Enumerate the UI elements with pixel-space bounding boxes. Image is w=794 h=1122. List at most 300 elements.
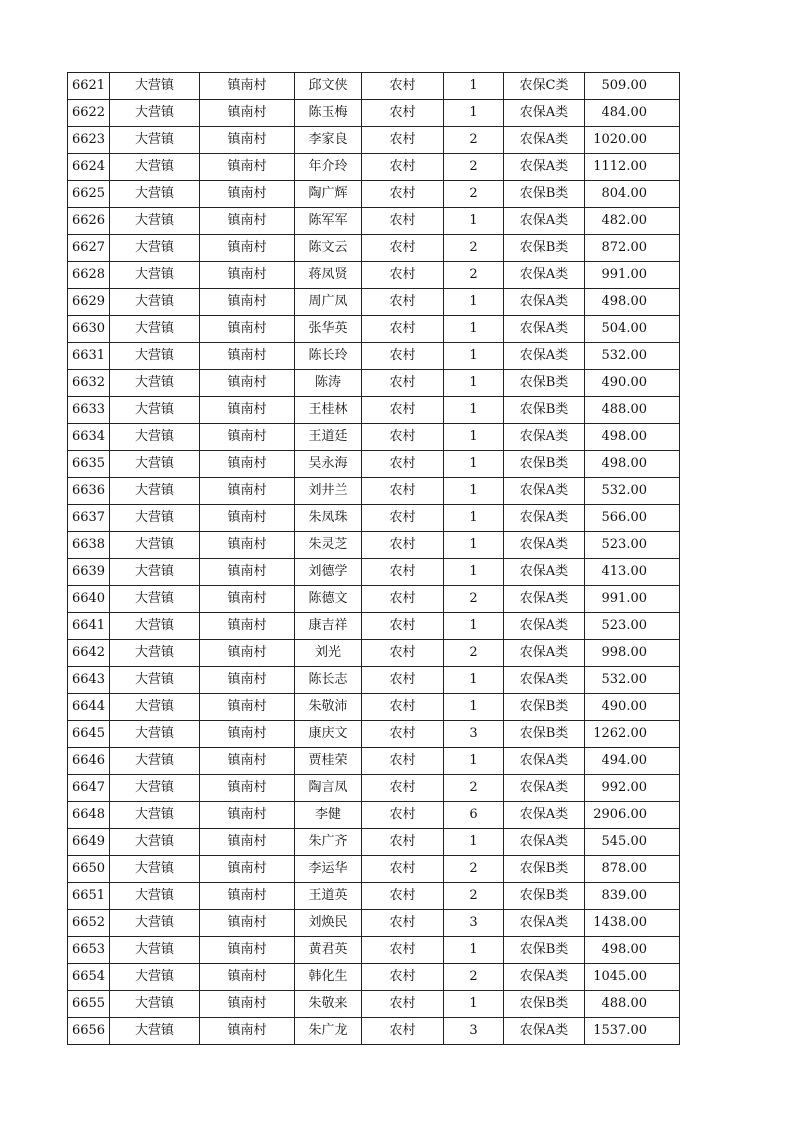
village-cell: 镇南村 (200, 748, 295, 775)
category-cell: 农保B类 (504, 991, 585, 1018)
serial-cell: 6632 (68, 370, 110, 397)
table-row (68, 748, 680, 775)
table-row (68, 694, 680, 721)
serial-cell: 6642 (68, 640, 110, 667)
serial-cell: 6650 (68, 856, 110, 883)
village-cell: 镇南村 (200, 937, 295, 964)
town-cell: 大营镇 (110, 937, 200, 964)
village-cell: 镇南村 (200, 883, 295, 910)
count-cell: 1 (444, 73, 504, 100)
village-cell: 镇南村 (200, 316, 295, 343)
table-row (68, 991, 680, 1018)
document-sheet (67, 72, 679, 1045)
amount-cell: 566.00 (585, 505, 680, 532)
count-cell: 2 (444, 856, 504, 883)
type-cell: 农村 (362, 883, 444, 910)
town-cell: 大营镇 (110, 73, 200, 100)
village-cell: 镇南村 (200, 154, 295, 181)
count-cell: 1 (444, 370, 504, 397)
type-cell: 农村 (362, 586, 444, 613)
type-cell: 农村 (362, 73, 444, 100)
amount-cell: 1112.00 (585, 154, 680, 181)
category-cell: 农保B类 (504, 235, 585, 262)
table-row (68, 856, 680, 883)
amount-cell: 991.00 (585, 262, 680, 289)
type-cell: 农村 (362, 856, 444, 883)
amount-cell: 532.00 (585, 478, 680, 505)
category-cell: 农保A类 (504, 289, 585, 316)
category-cell: 农保B类 (504, 181, 585, 208)
serial-cell: 6630 (68, 316, 110, 343)
type-cell: 农村 (362, 316, 444, 343)
category-cell: 农保A类 (504, 316, 585, 343)
table-row (68, 100, 680, 127)
table-body (68, 73, 680, 1045)
count-cell: 2 (444, 262, 504, 289)
count-cell: 1 (444, 505, 504, 532)
amount-cell: 878.00 (585, 856, 680, 883)
serial-cell: 6624 (68, 154, 110, 181)
count-cell: 2 (444, 127, 504, 154)
type-cell: 农村 (362, 613, 444, 640)
village-cell: 镇南村 (200, 424, 295, 451)
type-cell: 农村 (362, 100, 444, 127)
table-row (68, 343, 680, 370)
amount-cell: 504.00 (585, 316, 680, 343)
table-row (68, 316, 680, 343)
serial-cell: 6638 (68, 532, 110, 559)
town-cell: 大营镇 (110, 856, 200, 883)
category-cell: 农保A类 (504, 262, 585, 289)
table-row (68, 370, 680, 397)
serial-cell: 6640 (68, 586, 110, 613)
table-row (68, 505, 680, 532)
name-cell: 吴永海 (295, 451, 362, 478)
type-cell: 农村 (362, 424, 444, 451)
table-row (68, 208, 680, 235)
serial-cell: 6647 (68, 775, 110, 802)
table-row (68, 73, 680, 100)
category-cell: 农保A类 (504, 343, 585, 370)
village-cell: 镇南村 (200, 694, 295, 721)
serial-cell: 6625 (68, 181, 110, 208)
amount-cell: 1438.00 (585, 910, 680, 937)
name-cell: 刘德学 (295, 559, 362, 586)
type-cell: 农村 (362, 181, 444, 208)
town-cell: 大营镇 (110, 397, 200, 424)
type-cell: 农村 (362, 397, 444, 424)
town-cell: 大营镇 (110, 964, 200, 991)
table-row (68, 478, 680, 505)
count-cell: 2 (444, 154, 504, 181)
count-cell: 1 (444, 532, 504, 559)
amount-cell: 488.00 (585, 397, 680, 424)
category-cell: 农保B类 (504, 694, 585, 721)
amount-cell: 484.00 (585, 100, 680, 127)
name-cell: 康吉祥 (295, 613, 362, 640)
amount-cell: 1262.00 (585, 721, 680, 748)
serial-cell: 6634 (68, 424, 110, 451)
name-cell: 王道廷 (295, 424, 362, 451)
amount-cell: 839.00 (585, 883, 680, 910)
name-cell: 朱凤珠 (295, 505, 362, 532)
table-row (68, 640, 680, 667)
serial-cell: 6645 (68, 721, 110, 748)
serial-cell: 6654 (68, 964, 110, 991)
town-cell: 大营镇 (110, 694, 200, 721)
category-cell: 农保B类 (504, 397, 585, 424)
count-cell: 1 (444, 829, 504, 856)
amount-cell: 804.00 (585, 181, 680, 208)
amount-cell: 490.00 (585, 370, 680, 397)
name-cell: 陈文云 (295, 235, 362, 262)
name-cell: 李运华 (295, 856, 362, 883)
serial-cell: 6646 (68, 748, 110, 775)
amount-cell: 998.00 (585, 640, 680, 667)
count-cell: 1 (444, 424, 504, 451)
town-cell: 大营镇 (110, 721, 200, 748)
town-cell: 大营镇 (110, 802, 200, 829)
serial-cell: 6652 (68, 910, 110, 937)
name-cell: 周广凤 (295, 289, 362, 316)
amount-cell: 992.00 (585, 775, 680, 802)
village-cell: 镇南村 (200, 775, 295, 802)
village-cell: 镇南村 (200, 370, 295, 397)
name-cell: 朱敬沛 (295, 694, 362, 721)
village-cell: 镇南村 (200, 856, 295, 883)
town-cell: 大营镇 (110, 208, 200, 235)
count-cell: 1 (444, 559, 504, 586)
name-cell: 刘光 (295, 640, 362, 667)
name-cell: 李健 (295, 802, 362, 829)
name-cell: 陈长志 (295, 667, 362, 694)
type-cell: 农村 (362, 829, 444, 856)
type-cell: 农村 (362, 289, 444, 316)
name-cell: 朱广龙 (295, 1018, 362, 1045)
serial-cell: 6628 (68, 262, 110, 289)
count-cell: 1 (444, 613, 504, 640)
name-cell: 陈涛 (295, 370, 362, 397)
village-cell: 镇南村 (200, 613, 295, 640)
category-cell: 农保A类 (504, 640, 585, 667)
table-row (68, 937, 680, 964)
category-cell: 农保A类 (504, 559, 585, 586)
amount-cell: 523.00 (585, 532, 680, 559)
type-cell: 农村 (362, 154, 444, 181)
type-cell: 农村 (362, 991, 444, 1018)
type-cell: 农村 (362, 451, 444, 478)
village-cell: 镇南村 (200, 181, 295, 208)
village-cell: 镇南村 (200, 532, 295, 559)
count-cell: 6 (444, 802, 504, 829)
amount-cell: 498.00 (585, 424, 680, 451)
name-cell: 陈军军 (295, 208, 362, 235)
amount-cell: 488.00 (585, 991, 680, 1018)
name-cell: 陶广辉 (295, 181, 362, 208)
category-cell: 农保B类 (504, 937, 585, 964)
table-row (68, 154, 680, 181)
serial-cell: 6623 (68, 127, 110, 154)
amount-cell: 872.00 (585, 235, 680, 262)
town-cell: 大营镇 (110, 235, 200, 262)
village-cell: 镇南村 (200, 451, 295, 478)
count-cell: 1 (444, 667, 504, 694)
type-cell: 农村 (362, 964, 444, 991)
category-cell: 农保A类 (504, 802, 585, 829)
category-cell: 农保B类 (504, 721, 585, 748)
type-cell: 农村 (362, 127, 444, 154)
amount-cell: 490.00 (585, 694, 680, 721)
town-cell: 大营镇 (110, 451, 200, 478)
serial-cell: 6651 (68, 883, 110, 910)
table-row (68, 1018, 680, 1045)
serial-cell: 6637 (68, 505, 110, 532)
town-cell: 大营镇 (110, 262, 200, 289)
table-row (68, 586, 680, 613)
town-cell: 大营镇 (110, 559, 200, 586)
serial-cell: 6627 (68, 235, 110, 262)
type-cell: 农村 (362, 343, 444, 370)
count-cell: 1 (444, 991, 504, 1018)
serial-cell: 6649 (68, 829, 110, 856)
village-cell: 镇南村 (200, 127, 295, 154)
village-cell: 镇南村 (200, 910, 295, 937)
amount-cell: 545.00 (585, 829, 680, 856)
count-cell: 2 (444, 235, 504, 262)
town-cell: 大营镇 (110, 289, 200, 316)
town-cell: 大营镇 (110, 505, 200, 532)
type-cell: 农村 (362, 370, 444, 397)
town-cell: 大营镇 (110, 370, 200, 397)
name-cell: 王道英 (295, 883, 362, 910)
table-row (68, 883, 680, 910)
name-cell: 陶言凤 (295, 775, 362, 802)
name-cell: 康庆文 (295, 721, 362, 748)
serial-cell: 6635 (68, 451, 110, 478)
serial-cell: 6641 (68, 613, 110, 640)
type-cell: 农村 (362, 1018, 444, 1045)
town-cell: 大营镇 (110, 748, 200, 775)
serial-cell: 6655 (68, 991, 110, 1018)
village-cell: 镇南村 (200, 829, 295, 856)
count-cell: 1 (444, 100, 504, 127)
category-cell: 农保A类 (504, 613, 585, 640)
type-cell: 农村 (362, 559, 444, 586)
table-row (68, 802, 680, 829)
type-cell: 农村 (362, 721, 444, 748)
table-row (68, 775, 680, 802)
amount-cell: 494.00 (585, 748, 680, 775)
serial-cell: 6639 (68, 559, 110, 586)
village-cell: 镇南村 (200, 100, 295, 127)
town-cell: 大营镇 (110, 343, 200, 370)
table-row (68, 964, 680, 991)
count-cell: 2 (444, 181, 504, 208)
type-cell: 农村 (362, 532, 444, 559)
town-cell: 大营镇 (110, 586, 200, 613)
category-cell: 农保A类 (504, 829, 585, 856)
count-cell: 3 (444, 721, 504, 748)
category-cell: 农保A类 (504, 748, 585, 775)
serial-cell: 6643 (68, 667, 110, 694)
category-cell: 农保A类 (504, 667, 585, 694)
name-cell: 年介玲 (295, 154, 362, 181)
village-cell: 镇南村 (200, 721, 295, 748)
count-cell: 1 (444, 316, 504, 343)
count-cell: 1 (444, 397, 504, 424)
table-row (68, 829, 680, 856)
amount-cell: 532.00 (585, 667, 680, 694)
count-cell: 1 (444, 343, 504, 370)
town-cell: 大营镇 (110, 181, 200, 208)
name-cell: 朱敬来 (295, 991, 362, 1018)
amount-cell: 498.00 (585, 289, 680, 316)
table-row (68, 559, 680, 586)
count-cell: 1 (444, 478, 504, 505)
town-cell: 大营镇 (110, 613, 200, 640)
village-cell: 镇南村 (200, 235, 295, 262)
name-cell: 陈德文 (295, 586, 362, 613)
serial-cell: 6644 (68, 694, 110, 721)
town-cell: 大营镇 (110, 532, 200, 559)
serial-cell: 6621 (68, 73, 110, 100)
category-cell: 农保A类 (504, 424, 585, 451)
category-cell: 农保A类 (504, 154, 585, 181)
town-cell: 大营镇 (110, 775, 200, 802)
table-row (68, 532, 680, 559)
type-cell: 农村 (362, 478, 444, 505)
village-cell: 镇南村 (200, 397, 295, 424)
amount-cell: 413.00 (585, 559, 680, 586)
count-cell: 1 (444, 748, 504, 775)
count-cell: 1 (444, 451, 504, 478)
town-cell: 大营镇 (110, 883, 200, 910)
village-cell: 镇南村 (200, 1018, 295, 1045)
type-cell: 农村 (362, 505, 444, 532)
type-cell: 农村 (362, 667, 444, 694)
count-cell: 2 (444, 964, 504, 991)
town-cell: 大营镇 (110, 667, 200, 694)
table-row (68, 127, 680, 154)
village-cell: 镇南村 (200, 991, 295, 1018)
name-cell: 陈长玲 (295, 343, 362, 370)
name-cell: 王桂林 (295, 397, 362, 424)
type-cell: 农村 (362, 640, 444, 667)
type-cell: 农村 (362, 937, 444, 964)
category-cell: 农保A类 (504, 100, 585, 127)
table-row (68, 235, 680, 262)
category-cell: 农保A类 (504, 775, 585, 802)
town-cell: 大营镇 (110, 316, 200, 343)
amount-cell: 1537.00 (585, 1018, 680, 1045)
type-cell: 农村 (362, 262, 444, 289)
table-row (68, 289, 680, 316)
category-cell: 农保B类 (504, 451, 585, 478)
serial-cell: 6622 (68, 100, 110, 127)
amount-cell: 523.00 (585, 613, 680, 640)
name-cell: 韩化生 (295, 964, 362, 991)
name-cell: 蒋凤贤 (295, 262, 362, 289)
count-cell: 2 (444, 640, 504, 667)
category-cell: 农保A类 (504, 910, 585, 937)
category-cell: 农保A类 (504, 586, 585, 613)
category-cell: 农保A类 (504, 208, 585, 235)
serial-cell: 6653 (68, 937, 110, 964)
type-cell: 农村 (362, 208, 444, 235)
type-cell: 农村 (362, 802, 444, 829)
serial-cell: 6648 (68, 802, 110, 829)
category-cell: 农保A类 (504, 964, 585, 991)
name-cell: 邱文侠 (295, 73, 362, 100)
type-cell: 农村 (362, 748, 444, 775)
amount-cell: 1020.00 (585, 127, 680, 154)
name-cell: 陈玉梅 (295, 100, 362, 127)
serial-cell: 6636 (68, 478, 110, 505)
category-cell: 农保A类 (504, 505, 585, 532)
count-cell: 2 (444, 883, 504, 910)
village-cell: 镇南村 (200, 343, 295, 370)
amount-cell: 498.00 (585, 937, 680, 964)
serial-cell: 6629 (68, 289, 110, 316)
type-cell: 农村 (362, 694, 444, 721)
village-cell: 镇南村 (200, 586, 295, 613)
town-cell: 大营镇 (110, 127, 200, 154)
town-cell: 大营镇 (110, 154, 200, 181)
serial-cell: 6626 (68, 208, 110, 235)
count-cell: 3 (444, 910, 504, 937)
count-cell: 1 (444, 208, 504, 235)
village-cell: 镇南村 (200, 559, 295, 586)
amount-cell: 1045.00 (585, 964, 680, 991)
count-cell: 1 (444, 289, 504, 316)
table-row (68, 910, 680, 937)
name-cell: 朱广齐 (295, 829, 362, 856)
village-cell: 镇南村 (200, 667, 295, 694)
name-cell: 黄君英 (295, 937, 362, 964)
name-cell: 刘井兰 (295, 478, 362, 505)
category-cell: 农保B类 (504, 883, 585, 910)
count-cell: 3 (444, 1018, 504, 1045)
town-cell: 大营镇 (110, 910, 200, 937)
town-cell: 大营镇 (110, 478, 200, 505)
amount-cell: 482.00 (585, 208, 680, 235)
category-cell: 农保A类 (504, 127, 585, 154)
table-row (68, 451, 680, 478)
category-cell: 农保A类 (504, 532, 585, 559)
village-cell: 镇南村 (200, 964, 295, 991)
amount-cell: 509.00 (585, 73, 680, 100)
name-cell: 刘焕民 (295, 910, 362, 937)
village-cell: 镇南村 (200, 802, 295, 829)
table-row (68, 613, 680, 640)
name-cell: 张华英 (295, 316, 362, 343)
amount-cell: 498.00 (585, 451, 680, 478)
town-cell: 大营镇 (110, 829, 200, 856)
village-cell: 镇南村 (200, 478, 295, 505)
village-cell: 镇南村 (200, 262, 295, 289)
serial-cell: 6633 (68, 397, 110, 424)
table-row (68, 262, 680, 289)
type-cell: 农村 (362, 235, 444, 262)
amount-cell: 991.00 (585, 586, 680, 613)
name-cell: 朱灵芝 (295, 532, 362, 559)
amount-cell: 2906.00 (585, 802, 680, 829)
town-cell: 大营镇 (110, 991, 200, 1018)
category-cell: 农保A类 (504, 1018, 585, 1045)
category-cell: 农保B类 (504, 856, 585, 883)
village-cell: 镇南村 (200, 73, 295, 100)
name-cell: 贾桂荣 (295, 748, 362, 775)
